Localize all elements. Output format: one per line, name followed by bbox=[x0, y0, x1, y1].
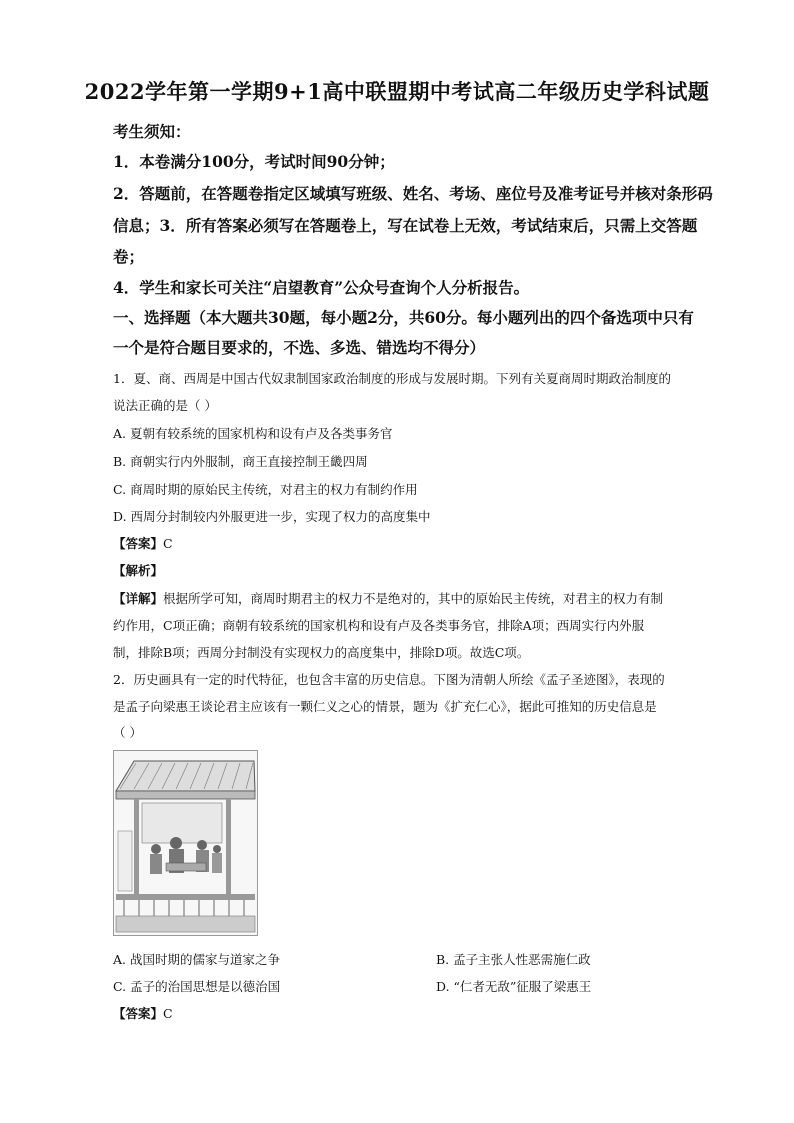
mencius-illustration-drawing bbox=[114, 751, 257, 935]
q2-answer-label: 【答案】 bbox=[113, 1006, 164, 1021]
notice-item-2-line1: 2．答题前，在答题卷指定区域填写班级、姓名、考场、座位号及准考证号并核对条形码 bbox=[113, 184, 713, 203]
q1-answer bbox=[113, 534, 173, 552]
q1-stem-line2: 说法正确的是（ ） bbox=[113, 398, 217, 413]
q1-detail-line1 bbox=[113, 589, 663, 607]
section-heading-line1: 一、选择题（本大题共30题，每小题2分，共60分。每小题列出的四个备选项中只有 bbox=[113, 308, 694, 327]
q2-stem-line2: 是孟子向梁惠王谈论君主应该有一颗仁义之心的情景，题为《扩充仁心》，据此可推知的历史信息是 bbox=[113, 699, 657, 714]
q1-answer-value: C bbox=[163, 536, 173, 551]
q1-option-c: C. 商周时期的原始民主传统，对君主的权力有制约作用 bbox=[113, 482, 418, 497]
q1-detail-label: 【详解】 bbox=[113, 591, 164, 606]
section-heading-line2: 一个是符合题目要求的，不选、多选、错选均不得分） bbox=[113, 338, 486, 357]
notice-item-1: 1．本卷满分100分，考试时间90分钟； bbox=[113, 152, 395, 171]
q2-option-a: A. 战国时期的儒家与道家之争 bbox=[113, 952, 280, 967]
notice-heading: 考生须知： bbox=[113, 122, 191, 141]
q1-stem-line1: 1．夏、商、西周是中国古代奴隶制国家政治制度的形成与发展时期。下列有关夏商周时期政治制度的 bbox=[113, 371, 671, 386]
q2-answer bbox=[113, 1004, 173, 1022]
q1-option-b: B. 商朝实行内外服制，商王直接控制王畿四周 bbox=[113, 454, 368, 469]
q2-option-b: B. 孟子主张人性恶需施仁政 bbox=[436, 952, 591, 967]
q2-stem-line3: （ ） bbox=[113, 725, 142, 740]
q2-answer-value: C bbox=[163, 1006, 173, 1021]
notice-item-4: 4．学生和家长可关注“启望教育”公众号查询个人分析报告。 bbox=[113, 278, 530, 297]
q2-option-d: D. “仁者无敌”征服了梁惠王 bbox=[436, 979, 592, 994]
notice-item-2-line2: 信息；3．所有答案必须写在答题卷上，写在试卷上无效，考试结束后，只需上交答题 bbox=[113, 216, 698, 235]
q2-stem-line1: 2．历史画具有一定的时代特征，也包含丰富的历史信息。下图为清朝人所绘《孟子圣迹图》，表现的 bbox=[113, 672, 665, 687]
q1-option-a: A. 夏朝有较系统的国家机构和设有卢及各类事务官 bbox=[113, 426, 393, 441]
q1-option-d: D. 西周分封制较内外服更进一步，实现了权力的高度集中 bbox=[113, 509, 431, 524]
mencius-illustration bbox=[113, 750, 258, 936]
q1-detail-line2: 约作用，C项正确；商朝有较系统的国家机构和设有卢及各类事务官，排除A项；西周实行内外服 bbox=[113, 618, 645, 633]
q1-detail-text1: 根据所学可知，商周时期君主的权力不是绝对的，其中的原始民主传统，对君主的权力有制 bbox=[163, 591, 664, 606]
notice-item-2-line3: 卷； bbox=[113, 247, 145, 266]
page-title: 2022学年第一学期9+1高中联盟期中考试高二年级历史学科试题 bbox=[84, 79, 710, 104]
q2-option-c: C. 孟子的治国思想是以德治国 bbox=[113, 979, 281, 994]
q1-detail-line3: 制，排除B项；西周分封制没有实现权力的高度集中，排除D项。故选C项。 bbox=[113, 645, 530, 660]
q1-answer-label: 【答案】 bbox=[113, 536, 164, 551]
q1-analysis-label: 【解析】 bbox=[113, 563, 164, 578]
